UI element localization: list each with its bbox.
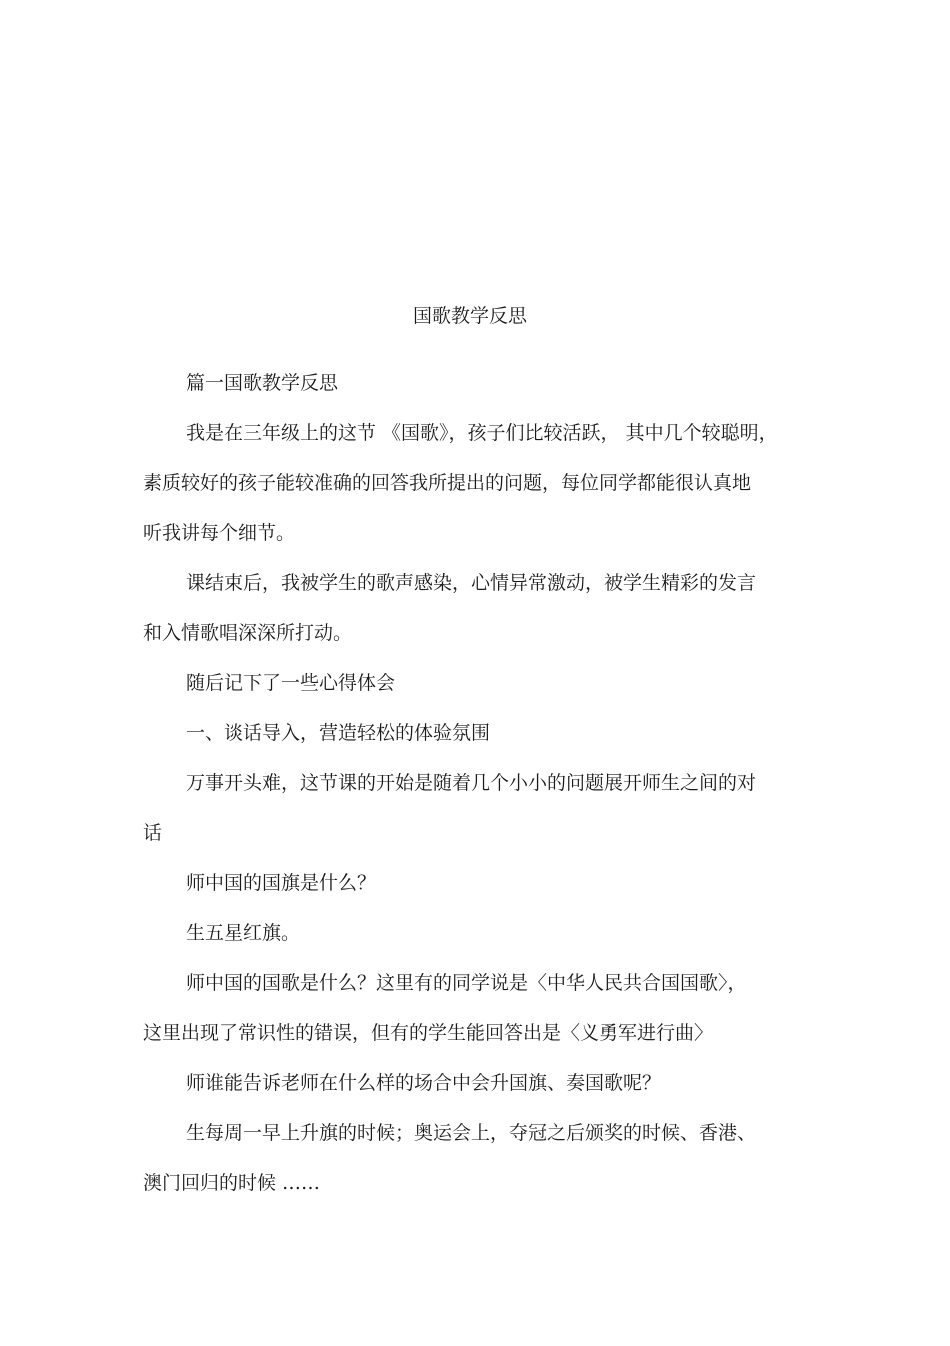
dialogue-line: 澳门回归的时候 …… — [143, 1172, 321, 1194]
paragraph-line: 话 — [143, 822, 163, 844]
paragraph-line: 和入情歌唱深深所打动。 — [143, 622, 353, 644]
dialogue-line: 生每周一早上升旗的时候；奥运会上，夺冠之后颁奖的时候、香港、 — [186, 1122, 757, 1144]
dialogue-line: 这里出现了常识性的错误，但有的学生能回答出是〈义勇军进行曲〉 — [143, 1022, 714, 1044]
paragraph-line: 听我讲每个细节。 — [143, 522, 296, 544]
paragraph-line: 万事开头难，这节课的开始是随着几个小小的问题展开师生之间的对 — [186, 772, 757, 794]
paragraph-line: 课结束后，我被学生的歌声感染，心情异常激动，被学生精彩的发言 — [186, 572, 757, 594]
paragraph-line: 随后记下了一些心得体会 — [186, 672, 396, 694]
dialogue-line: 师中国的国旗是什么？ — [186, 872, 377, 894]
paragraph-line: 我是在三年级上的这节 《国歌》，孩子们比较活跃， 其中几个较聪明， — [186, 422, 778, 444]
section-heading: 篇一国歌教学反思 — [186, 372, 339, 394]
dialogue-line: 生五星红旗。 — [186, 922, 301, 944]
subsection-heading: 一、谈话导入，营造轻松的体验氛围 — [186, 722, 491, 744]
document-title: 国歌教学反思 — [412, 305, 527, 327]
dialogue-line: 师谁能告诉老师在什么样的场合中会升国旗、奏国歌呢？ — [186, 1072, 662, 1094]
paragraph-line: 素质较好的孩子能较准确的回答我所提出的问题，每位同学都能很认真地 — [143, 472, 752, 494]
dialogue-line: 师中国的国歌是什么？这里有的同学说是〈中华人民共合国国歌〉， — [186, 972, 747, 994]
